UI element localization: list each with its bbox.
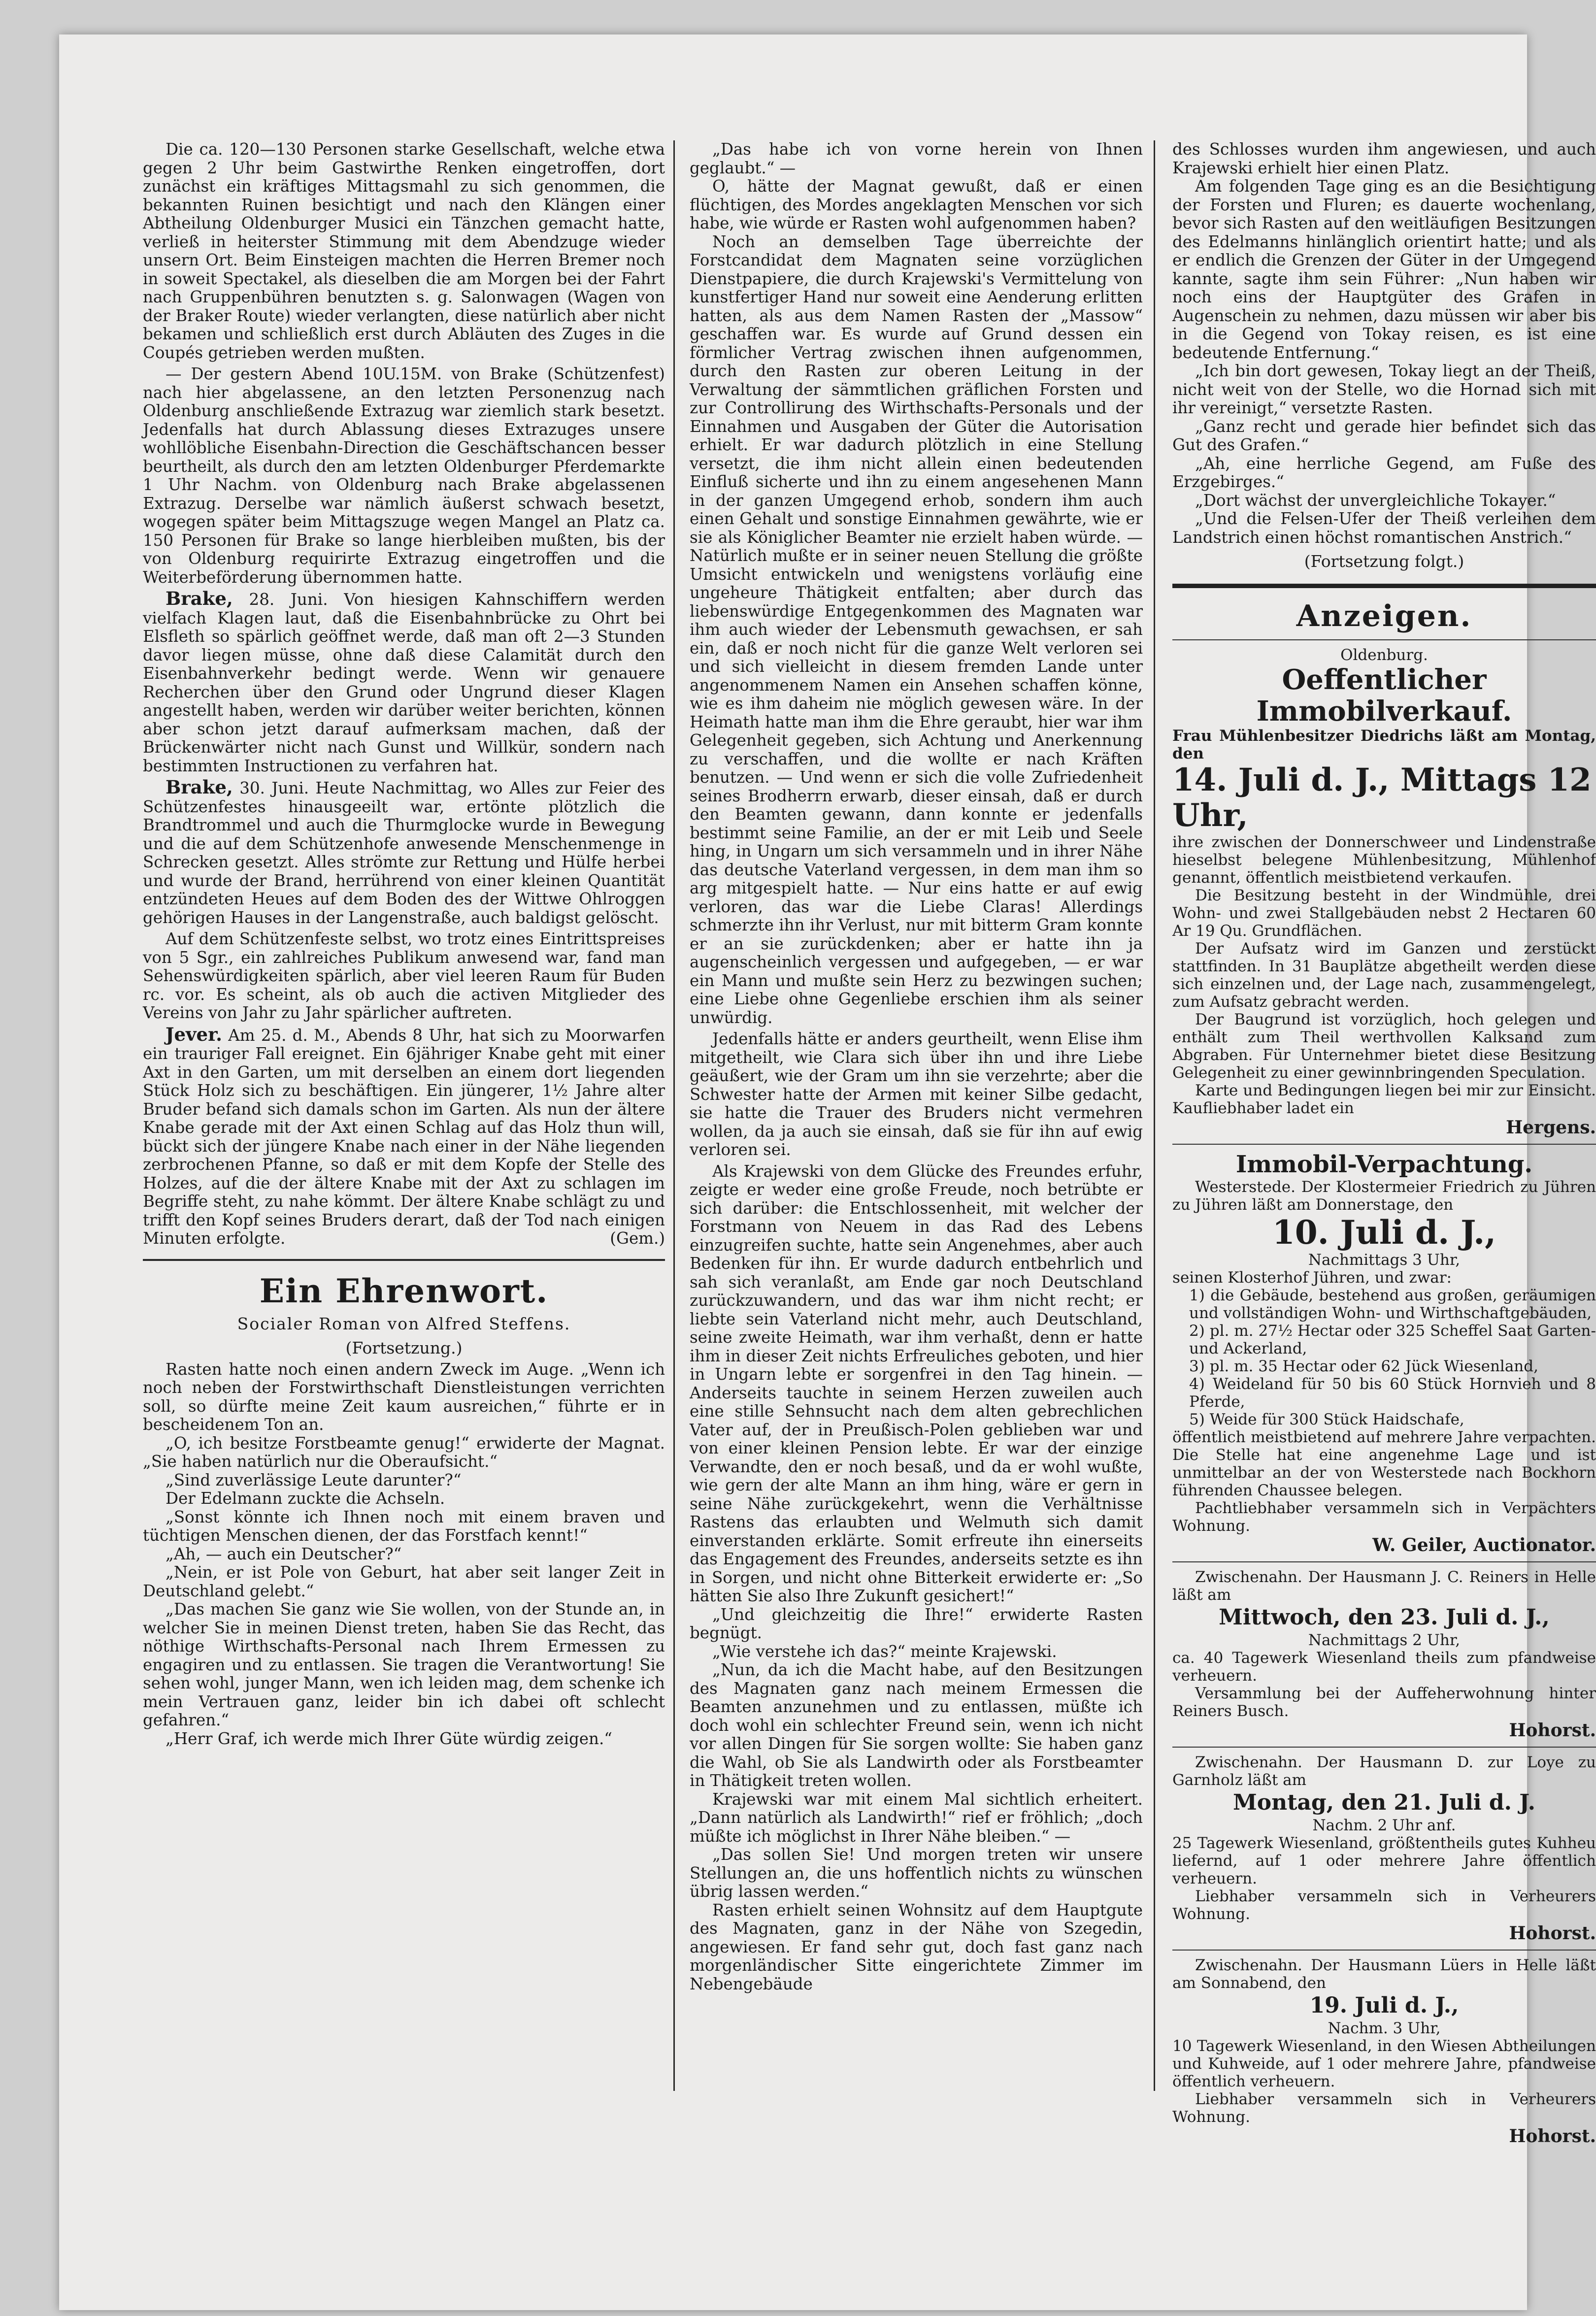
novel-subtitle: Socialer Roman von Alfred Steffens. — [237, 1314, 571, 1333]
ad-text: ca. 40 Tagewerk Wiesenland theils zum pfandweise verheuern. — [1172, 1649, 1596, 1685]
column-right — [1172, 140, 1596, 2147]
ad-immobilverkauf — [1172, 646, 1596, 1138]
novel-paragraph: „Nein, er ist Pole von Geburt, hat aber seit langer Zeit in Deutschland gelebt.“ — [143, 1563, 665, 1600]
novel-paragraph: Jedenfalls hätte er anders geurtheilt, wenn Elise ihm mitgetheilt, wie Clara sich über ihn und ihre Liebe geäußert, wie der Gram um ihn sie verzehrte; aber die Schwester hatte der Armen mit keiner Silbe gedacht, sie hatte die Trauer des Bruders nicht vermehren wollen, da ja auch sie einsah, daß sie für ihn auf ewig verloren sei. — [690, 1029, 1143, 1159]
ad-text: Der Baugrund ist vorzüglich, hoch gelegen und enthält zum Theil werthvollen Kalksand zum Abgraben. Für Unternehmer bietet diese Besitzung Gelegenheit zu einer gewinnbringenden Speculation. — [1172, 1011, 1596, 1082]
novel-paragraph: „Das habe ich von vorne herein von Ihnen geglaubt.“ — — [690, 140, 1143, 177]
ad-title: Immobil-Verpachtung. — [1235, 1151, 1533, 1178]
newspaper-page — [59, 34, 1596, 2310]
ad-line: Frau Mühlenbesitzer Diedrichs läßt am Montag, den — [1172, 727, 1596, 762]
ad-text: Versammlung bei der Auffeherwohnung hinter Reiners Busch. — [1172, 1685, 1596, 1720]
ad-place: Oldenburg. — [1340, 646, 1428, 664]
novel-title: Ein Ehrenwort. — [259, 1271, 549, 1310]
ad-text: seinen Klosterhof Jühren, und zwar: — [1172, 1269, 1452, 1287]
ads-heading: Anzeigen. — [1296, 599, 1472, 633]
ad-signature: Hohorst. — [1509, 1720, 1596, 1741]
novel-paragraph: „Herr Graf, ich werde mich Ihrer Güte würdig zeigen.“ — [166, 1729, 612, 1748]
ad-text: Die Besitzung besteht in der Windmühle, drei Wohn- und zwei Stallgebäuden nebst 2 Hectaren 60 Ar 19 Qu. Grundflächen. — [1172, 887, 1596, 940]
ad-date: 19. Juli d. J., — [1309, 1993, 1459, 2018]
ad-separator — [1172, 1561, 1596, 1562]
ad-zwischenahn-zurloye — [1172, 1754, 1596, 1944]
column-divider — [673, 140, 675, 2091]
novel-paragraph: „Wie verstehe ich das?“ meinte Krajewski. — [712, 1642, 1057, 1661]
list-item: 2) pl. m. 27½ Hectar oder 325 Scheffel Saat Garten- und Ackerland, — [1189, 1322, 1596, 1357]
novel-paragraph: Rasten hatte noch einen andern Zweck im Auge. „Wenn ich noch neben der Forstwirthschaft Dienstleistungen verrichten soll, so dürfte meine Zeit kaum ausreichen,“ führte er in bescheidenem Ton an. — [143, 1359, 665, 1434]
dateline: Jever. — [166, 1023, 223, 1045]
ad-immobil-verpachtung — [1172, 1151, 1596, 1555]
ad-title: Oeffentlicher Immobilverkauf. — [1256, 663, 1512, 728]
ad-text: öffentlich meistbietend auf mehrere Jahre verpachten. Die Stelle hat eine angenehme Lage und ist unmittelbar an der von Westerstede nach Bockhorn führenden Chaussee belegen. — [1172, 1428, 1596, 1499]
news-item-brake-1 — [143, 590, 665, 775]
novel-paragraph: „Ah, eine herrliche Gegend, am Fuße des Erzgebirges.“ — [1172, 454, 1596, 491]
section-rule — [1172, 639, 1596, 640]
ad-date: Mittwoch, den 23. Juli d. J., — [1219, 1605, 1550, 1630]
ad-text: Liebhaber versammeln sich in Verheurers Wohnung. — [1172, 1887, 1596, 1923]
ad-text: 10 Tagewerk Wiesenland, in den Wiesen Abtheilungen und Kuhweide, auf 1 oder mehrere Jahre, pfandweise öffentlich verheuern. — [1172, 2037, 1596, 2090]
ad-line: Westerstede. Der Klostermeier Friedrich zu Jühren zu Jühren läßt am Donnerstage, den — [1172, 1178, 1596, 1214]
novel-paragraph: „Das machen Sie ganz wie Sie wollen, von der Stunde an, in welcher Sie in meinen Dienst treten, haben Sie das Recht, das nöthige Wirthschafts-Personal nach Ihrem Ermessen zu engagiren und zu entlassen. Sie tragen die Verantwortung! Sie sehen wohl, junger Mann, wen ich leiden mag, dem schenke ich mein Vertrauen ganz, leider bin ich dabei oft schlecht gefahren.“ — [143, 1600, 665, 1729]
novel-paragraph: „Und gleichzeitig die Ihre!“ erwiderte Rasten begnügt. — [690, 1605, 1143, 1642]
ad-text: 25 Tagewerk Wiesenland, größtentheils gutes Kuhheu liefernd, auf 1 oder mehrere Jahre öffentlich verheuern. — [1172, 1834, 1596, 1887]
novel-paragraph: Rasten erhielt seinen Wohnsitz auf dem Hauptgute des Magnaten, ganz in der Nähe von Szegedin, angewiesen. Er fand sehr gut, doch fast ganz nach morgenländischer Sitte eingerichtete Zimmer im Nebengebäude — [690, 1900, 1143, 1993]
list-item: 3) pl. m. 35 Hectar oder 62 Jück Wiesenland, — [1189, 1357, 1538, 1375]
novel-paragraph: Am folgenden Tage ging es an die Besichtigung der Forsten und Fluren; es dauerte wochenlang, bevor sich Rasten auf den weitläufigen Besitzungen des Edelmanns hinlänglich orientirt hatte; und als er endlich die Grenzen der Güter in der Umgegend kannte, sagte ihm sein Führer: „Nun haben wir noch eins der Hauptgüter des Grafen in Augenschein zu nehmen, dazu müssen wir aber bis in die Gegend von Tokay reisen, es ist eine bedeutende Entfernung.“ — [1172, 177, 1596, 362]
ad-text: Karte und Bedingungen liegen bei mir zur Einsicht. Kaufliebhaber ladet ein — [1172, 1082, 1596, 1117]
novel-paragraph: Krajewski war mit einem Mal sichtlich erheitert. „Dann natürlich als Landwirth!“ rief er fröhlich; „doch müßte ich möglichst in Ihrer Nähe bleiben.“ — — [690, 1789, 1143, 1846]
novel-paragraph: „Dort wächst der unvergleichliche Tokayer.“ — [1195, 491, 1556, 510]
news-text: 30. Juni. Heute Nachmittag, wo Alles zur Feier des Schützenfestes hinausgeeilt war, ertönte plötzlich die Brandtrommel und auch die Thurmglocke wurde in Bewegung und die auf dem Schützenhofe anwesende Menschenmenge in Schrecken gesetzt. Alles strömte zur Rettung und Hülfe herbei und wurde der Brand, herrührend von einer kleinen Quantität entzündeten Heues auf dem Boden des der Wittwe Ohlroggen gehörigen Hauses in der Langenstraße, auch baldigst gelöscht. — [143, 779, 665, 927]
ad-line: Zwischenahn. Der Hausmann D. zur Loye zu Garnholz läßt am — [1172, 1754, 1596, 1789]
novel-paragraph: Der Edelmann zuckte die Achseln. — [166, 1489, 445, 1508]
novel-paragraph: „Das sollen Sie! Und morgen treten wir unsere Stellungen an, die uns hoffentlich nichts zu wünschen übrig lassen werden.“ — [690, 1845, 1143, 1901]
list-item: 1) die Gebäude, bestehend aus großen, geräumigen und vollständigen Wohn- und Wirthschaftgebäuden, — [1189, 1287, 1596, 1322]
novel-paragraph: „Sonst könnte ich Ihnen noch mit einem braven und tüchtigen Menschen dienen, der das Forstfach kennt!“ — [143, 1507, 665, 1545]
ad-text: Pachtliebhaber versammeln sich in Verpächters Wohnung. — [1172, 1499, 1596, 1535]
ad-time: Nachm. 2 Uhr anf. — [1312, 1817, 1456, 1834]
source-note: (Gem.) — [610, 1229, 665, 1248]
column-divider — [1154, 140, 1155, 2091]
dateline: Brake, — [166, 588, 233, 609]
novel-paragraph: „Und die Felsen-Ufer der Theiß verleihen dem Landstrich einen höchst romantischen Anstrich.“ — [1172, 509, 1596, 547]
section-rule — [1172, 584, 1596, 588]
ad-line: Zwischenahn. Der Hausmann Lüers in Helle läßt am Sonnabend, den — [1172, 1956, 1596, 1992]
novel-paragraph: „Ich bin dort gewesen, Tokay liegt an der Theiß, nicht weit von der Stelle, wo die Hornad sich mit ihr vereinigt,“ versetzte Rasten. — [1172, 362, 1596, 417]
ad-text: ihre zwischen der Donnerschweer und Lindenstraße hieselbst belegene Mühlenbesitzung, Mühlenhof genannt, öffentlich meistbietend verkaufen. — [1172, 833, 1596, 887]
ad-date: 14. Juli d. J., Mittags 12 Uhr, — [1172, 761, 1592, 834]
novel-paragraph: „O, ich besitze Forstbeamte genug!“ erwiderte der Magnat. „Sie haben natürlich nur die Oberaufsicht.“ — [143, 1433, 665, 1471]
novel-paragraph: Noch an demselben Tage überreichte der Forstcandidat dem Magnaten seine vorzüglichen Dienstpapiere, die durch Krajewski's Vermittelung von kunstfertiger Hand nur soweit eine Aenderung erlitten hatten, als aus dem Namen Rasten der „Massow“ geschaffen war. Es wurde auf Grund dessen ein förmlicher Vertrag zwischen ihnen aufgenommen, durch den Rasten zur oberen Leitung in der Verwaltung der sämmtlichen gräflichen Forsten und zur Controllirung des Wirthschafts-Personals und der Einnahmen und Ausgaben der Güter die Autorisation erhielt. Er war dadurch plötzlich in eine Stellung versetzt, die ihm nicht allein einen bedeutenden Einfluß sicherte und ihn zu einem angesehenen Mann in der ganzen Umgegend erhob, sondern ihm auch einen Gehalt und sonstige Einnahmen gewährte, wie er sie als Königlicher Beamter nie erzielt haben würde. — Natürlich mußte er in seiner neuen Stellung die größte Umsicht entwickeln und wenigstens vorläufig eine ungeheure Thätigkeit entfalten; aber durch das liebenswürdige Entgegenkommen des Magnaten war ihm auch wieder der Lebensmuth gewachsen, er sah ein, daß er noch nicht für die ganze Welt verloren sei und sich vielleicht in diesem fremden Lande unter angenommenem Namen ein Ansehen schaffen könne, wie es ihm daheim nie möglich gewesen wäre. In der Heimath hatte man ihm die Ehre geraubt, hier war ihm Gelegenheit gegeben, sich Achtung und Anerkennung zu verschaffen, und die wollte er nach Kräften benutzen. — Und wenn er sich die volle Zufriedenheit seines Brodherrn erwarb, dieser einsah, daß er durch den Beamten gewann, dann konnte er jedenfalls bestimmt seine Familie, an der er mit Leib und Seele hing, in Ungarn um sich versammeln und in ihrer Nähe das deutsche Vaterland vergessen, in dem man ihm so arg mitgespielt hatte. — Nur eins hatte er auf ewig verloren, das war die Liebe Claras! Allerdings schmerzte ihn ihr Verlust, nur mit bitterm Gram konnte er an sie zurückdenken; aber er hatte ihn ja augenscheinlich vergessen und aufgegeben, — er war ein Mann und mußte sein Herz zu bezwingen suchen; eine Liebe ohne Gegenliebe erschien ihm als seiner unwürdig. — [690, 232, 1143, 1027]
ad-time: Nachmittags 3 Uhr, — [1308, 1251, 1461, 1269]
dateline: Brake, — [166, 776, 233, 798]
ad-signature: Hergens. — [1506, 1117, 1596, 1138]
novel-paragraph: O, hätte der Magnat gewußt, daß er einen flüchtigen, des Mordes angeklagten Menschen vor sich habe, wie würde er Rasten wohl aufgenommen haben? — [690, 177, 1143, 232]
news-paragraph: Auf dem Schützenfeste selbst, wo trotz eines Eintrittspreises von 5 Sgr., ein zahlreiches Publikum anwesend war, fand man Sehenswürdigkeiten spärlich, aber viel leeren Raum für Buden rc. vor. Es scheint, als ob auch die activen Mitglieder des Vereins von Jahr zu Jahr spärlicher auftreten. — [143, 929, 665, 1022]
news-text: 28. Juni. Von hiesigen Kahnschiffern werden vielfach Klagen laut, daß die Eisenbahnbrücke zu Ohrt bei Elsfleth so spärlich geöffnet werde, daß man oft 2—3 Stunden davor liegen müsse, ohne daß diese Calamität durch den Eisenbahnverkehr bedingt werde. Wenn wir genauere Recherchen über den Grund oder Ungrund dieser Klagen angestellt haben, werden wir darüber weiter berichten, können aber schon jetzt darauf aufmerksam machen, daß der Brückenwärter nicht nach Gunst und Willkür, sondern nach bestimmten Instructionen zu verfahren hat. — [143, 590, 665, 775]
ad-signature: Hohorst. — [1509, 2126, 1596, 2147]
ad-separator — [1172, 1950, 1596, 1951]
news-text: Am 25. d. M., Abends 8 Uhr, hat sich zu Moorwarfen ein trauriger Fall ereignet. Ein 6jähriger Knabe geht mit einer Axt in den Garten, um mit derselben an einem dort liegenden Stück Holz sich zu beschäftigen. Ein jüngerer, 1½ Jahre alter Bruder befand sich damals schon im Garten. Als nun der ältere Knabe gerade mit der Axt einen Schlag auf das Holz thun will, bückt sich der jüngere Knabe nach einer in der Nähe liegenden zerbrochenen Pfanne, so daß er mit dem Kopfe der Stelle des Holzes, auf die der ältere Knabe mit der Axt zu schlagen im Begriffe steht, zu nahe kömmt. Der ältere Knabe schlägt zu und trifft den Kopf seines Bruders derart, daß der Tod nach einigen Minuten erfolgte. — [143, 1026, 665, 1248]
novel-paragraph: „Sind zuverlässige Leute darunter?“ — [166, 1470, 462, 1489]
ad-time: Nachm. 3 Uhr, — [1328, 2019, 1441, 2037]
list-item: 4) Weideland für 50 bis 60 Stück Hornvieh und 8 Pferde, — [1189, 1375, 1596, 1411]
ad-item-list — [1172, 1287, 1596, 1428]
news-paragraph: Die ca. 120—130 Personen starke Gesellschaft, welche etwa gegen 2 Uhr beim Gastwirthe Renken eingetroffen, dort zunächst ein kräftiges Mittagsmahl zu sich genommen, die bekannten Ruinen besichtigt und nach den Klängen einer Abtheilung Oldenburger Musici ein Tänzchen gemacht hatte, verließ in heiterster Stimmung mit dem Abendzuge wieder unsern Ort. Beim Einsteigen machten die Herren Bremer noch in soweit Spectakel, als dieselben die am Morgen bei der Fahrt nach Gruppenbühren benutzten s. g. Salonwagen (Wagen von der Braker Route) wieder verlangten, diese natürlich aber nicht bekamen und schließlich erst durch Abläuten des Zuges in die Coupés getrieben werden mußten. — [143, 140, 665, 362]
novel-paragraph: „Ganz recht und gerade hier befindet sich das Gut des Grafen.“ — [1172, 417, 1596, 454]
ad-date: Montag, den 21. Juli d. J. — [1233, 1790, 1535, 1815]
ad-signature: Hohorst. — [1509, 1923, 1596, 1944]
news-item-jever — [143, 1023, 665, 1248]
ad-date: 10. Juli d. J., — [1272, 1213, 1496, 1252]
ad-zwischenahn-lueers — [1172, 1956, 1596, 2147]
ad-separator — [1172, 1144, 1596, 1145]
ad-time: Nachmittags 2 Uhr, — [1308, 1631, 1461, 1649]
news-paragraph: — Der gestern Abend 10U.15M. von Brake (Schützenfest) nach hier abgelassene, an den letzten Personenzug nach Oldenburg anschließende Extrazug war ziemlich stark besetzt. Jedenfalls hat durch Ablassung dieses Extrazuges unsere wohllöbliche Eisenbahn-Direction die Geschäftschancen besser beurtheilt, als durch den am letzten Oldenburger Pferdemarkte 1 Uhr Nachm. von Oldenburg nach Brake abgelassenen Extrazug. Derselbe war nämlich äußerst schwach besetzt, wogegen später beim Mittagszuge wegen Mangel an Platz ca. 150 Personen für Brake so lange hierbleiben mußten, bis der von Oldenburg requirirte Extrazug eingetroffen und die Weiterbeförderung übernommen hatte. — [143, 364, 665, 587]
novel-paragraph: Als Krajewski von dem Glücke des Freundes erfuhr, zeigte er weder eine große Freude, noch betrübte er sich darüber: die Entschlossenheit, mit welcher der Forstmann von Neuem in das Rad des Lebens einzugreifen suchte, hatte sein Angenehmes, aber auch Bedenken für ihn. Er wurde dadurch entbehrlich und sah sich veranlaßt, am Ende gar noch Deutschland zurückzuwandern, und das war ihm nicht recht; er liebte sein Vaterland nicht mehr, auch Deutschland, seine zweite Heimath, war ihm verhaßt, denn er hatte ihm in dieser Zeit nichts Erfreuliches geboten, und hier in Ungarn lebte er sorgenfrei in den Tag hinein. — Anderseits tauchte in seinem Herzen zuweilen auch eine stille Sehnsucht nach dem alten gebrechlichen Vater auf, der in Preußisch-Polen geblieben war und von einer kleinen Pension lebte. Er war der einzige Verwandte, den er noch besaß, und da er wohl wußte, wie gern der alte Mann an ihm hing, wäre er gern in seine Nähe zurückgekehrt, wenn die Verhältnisse Rastens das erlaubten und Welmuth sich damit einverstanden erklärte. Somit erfreute ihn einerseits das Engagement des Freundes, anderseits setzte es ihn in Sorgen, und nicht ohne Bitterkeit erwiderte er: „So hätten Sie also Ihre Zukunft gesichert!“ — [690, 1161, 1143, 1605]
section-rule — [143, 1259, 665, 1261]
continuation-note: (Fortsetzung folgt.) — [1304, 552, 1464, 571]
ad-text: Der Aufsatz wird im Ganzen und zerstückt stattfinden. In 31 Bauplätze abgetheilt werden diese sich einzelnen und, der Lage nach, zusammengelegt, zum Aufsatz gebracht werden. — [1172, 940, 1596, 1011]
ad-text: Liebhaber versammeln sich in Verheurers Wohnung. — [1172, 2090, 1596, 2126]
novel-paragraph: „Nun, da ich die Macht habe, auf den Besitzungen des Magnaten ganz nach meinem Ermessen die Beamten anzunehmen und zu entlassen, müßte ich doch wohl ein schlechter Freund sein, wenn ich nicht vor allen Dingen für Sie sorgen wollte: Sie haben ganz die Wahl, ob Sie als Landwirth oder als Forstbeamter in Thätigkeit treten wollen. — [690, 1660, 1143, 1790]
column-left — [143, 140, 665, 1748]
ad-line: Zwischenahn. Der Hausmann J. C. Reiners in Helle läßt am — [1172, 1568, 1596, 1604]
novel-paragraph: „Ah, — auch ein Deutscher?“ — [166, 1544, 402, 1563]
novel-paragraph: des Schlosses wurden ihm angewiesen, und auch Krajewski erhielt hier einen Platz. — [1172, 140, 1596, 177]
list-item: 5) Weide für 300 Stück Haidschafe, — [1189, 1411, 1464, 1428]
news-item-brake-2 — [143, 778, 665, 927]
ad-separator — [1172, 1747, 1596, 1748]
ad-zwischenahn-reiners — [1172, 1568, 1596, 1741]
column-middle — [690, 140, 1143, 1993]
ad-signature: W. Geiler, Auctionator. — [1372, 1535, 1596, 1555]
continuation-note: (Fortsetzung.) — [345, 1338, 463, 1357]
